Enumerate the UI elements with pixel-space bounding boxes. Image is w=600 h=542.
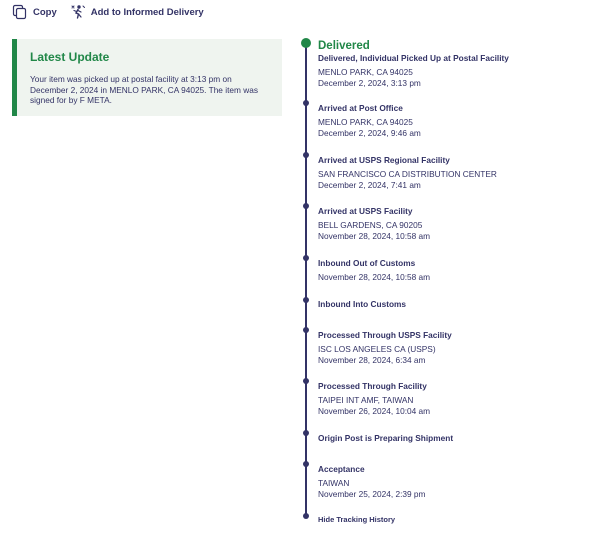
event-status: Processed Through Facility — [318, 381, 427, 391]
event-status: Acceptance — [318, 464, 365, 474]
event-status: Origin Post is Preparing Shipment — [318, 433, 454, 443]
event-status: Arrived at USPS Facility — [318, 206, 413, 216]
add-to-informed-delivery-label: Add to Informed Delivery — [90, 6, 204, 18]
timeline-dot — [303, 100, 309, 106]
event-location: SAN FRANCISCO CA DISTRIBUTION CENTER — [318, 169, 497, 179]
event-location: MENLO PARK, CA 94025 — [318, 117, 413, 127]
event-date: December 2, 2024, 7:41 am — [318, 180, 421, 190]
event-location: ISC LOS ANGELES CA (USPS) — [318, 344, 436, 354]
event-status: Inbound Out of Customs — [318, 258, 416, 268]
timeline-dot — [303, 297, 309, 303]
tracking-event-delivered — [318, 40, 598, 89]
hide-tracking-history-link[interactable]: Hide Tracking History — [318, 515, 396, 524]
event-date: November 28, 2024, 10:58 am — [318, 231, 431, 241]
toolbar — [12, 3, 204, 21]
tracking-event — [318, 155, 598, 191]
event-date: November 28, 2024, 6:34 am — [318, 355, 426, 365]
tracking-event — [318, 103, 598, 139]
tracking-event — [318, 206, 598, 242]
latest-update-title: Latest Update — [30, 50, 110, 64]
timeline-line — [305, 44, 307, 518]
event-date: December 2, 2024, 3:13 pm — [318, 78, 421, 88]
timeline-dot-current — [301, 38, 311, 48]
timeline-dot — [303, 378, 309, 384]
latest-update-panel — [12, 39, 282, 116]
timeline-dot — [303, 513, 309, 519]
tracking-event — [318, 330, 598, 366]
informed-delivery-icon — [70, 4, 86, 20]
timeline-dot — [303, 152, 309, 158]
event-detail: Delivered, Individual Picked Up at Postal Facility — [318, 53, 509, 63]
event-status: Delivered — [318, 40, 370, 52]
event-status: Arrived at USPS Regional Facility — [318, 155, 450, 165]
timeline-dot — [303, 255, 309, 261]
event-status: Arrived at Post Office — [318, 103, 403, 113]
event-date: December 2, 2024, 9:46 am — [318, 128, 421, 138]
tracking-event — [318, 464, 598, 500]
timeline-dot — [303, 327, 309, 333]
tracking-event — [318, 433, 598, 444]
timeline-dot — [303, 203, 309, 209]
timeline-dot — [303, 461, 309, 467]
tracking-event — [318, 258, 598, 283]
event-date: November 26, 2024, 10:04 am — [318, 406, 431, 416]
add-to-informed-delivery-button[interactable] — [70, 4, 204, 20]
copy-icon — [12, 4, 28, 20]
event-date: November 25, 2024, 2:39 pm — [318, 489, 426, 499]
timeline-dot — [303, 430, 309, 436]
copy-label: Copy — [33, 6, 57, 18]
tracking-event — [318, 299, 598, 310]
event-status: Processed Through USPS Facility — [318, 330, 452, 340]
event-location: TAIWAN — [318, 478, 350, 488]
event-status: Inbound Into Customs — [318, 299, 407, 309]
event-location: TAIPEI INT AMF, TAIWAN — [318, 395, 414, 405]
event-location: BELL GARDENS, CA 90205 — [318, 220, 423, 230]
latest-update-text: Your item was picked up at postal facility at 3:13 pm on December 2, 2024 in MENLO PARK, CA 94025. The item was signed for by F META. — [30, 74, 258, 106]
event-date: November 28, 2024, 10:58 am — [318, 272, 431, 282]
copy-button[interactable] — [12, 4, 57, 20]
event-location: MENLO PARK, CA 94025 — [318, 67, 413, 77]
tracking-event — [318, 381, 598, 417]
